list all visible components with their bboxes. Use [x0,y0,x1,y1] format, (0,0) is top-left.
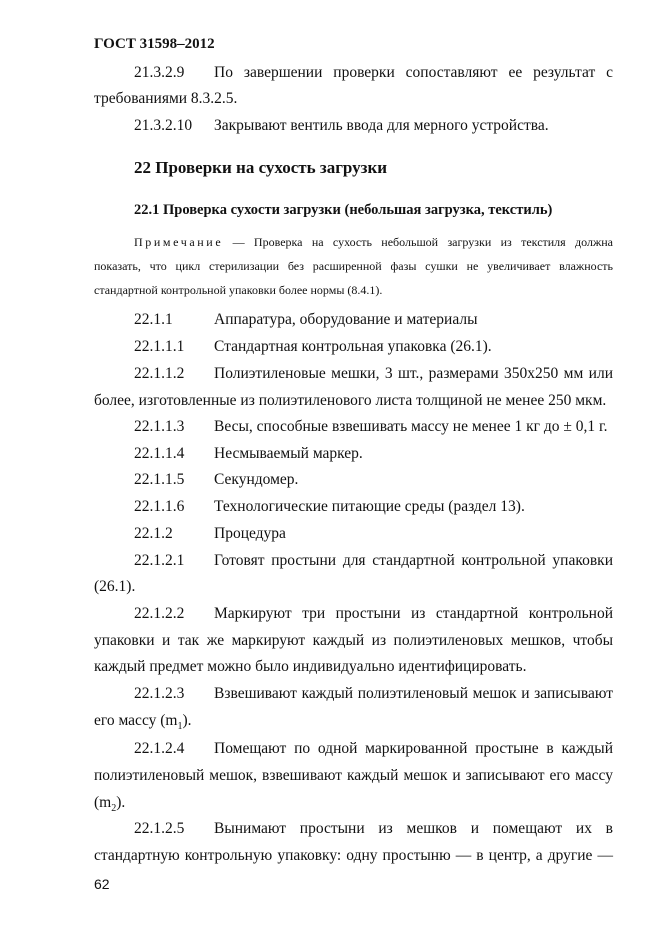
clause-number: 22.1.1.4 [134,445,185,462]
note-line-2: показать, что цикл стерилизации без расширенной фазы сушки не увеличивает влажность [94,259,613,273]
clause-22-1-1-5 [94,471,613,489]
clause-number: 22.1.1.6 [134,498,185,515]
clause-text: Маркируют три простыни из стандартной контрольной [214,605,613,622]
text-fragment: ). [116,794,126,811]
clause-number: 22.1.1.2 [134,365,185,382]
clause-22-1-2-3 [94,685,613,703]
clause-text: Секундомер. [214,471,299,488]
clause-text: Стандартная контрольная упаковка (26.1). [214,338,492,355]
clause-text: По завершении проверки сопоставляют ее результат с [214,64,613,81]
paragraph-continuation: упаковки и так же маркируют каждый из полиэтиленовых мешков, чтобы [94,632,613,649]
paragraph-continuation: каждый предмет можно было индивидуально идентифицировать. [94,658,527,675]
paragraph-continuation: более, изготовленные из полиэтиленового листа толщиной не менее 250 мкм. [94,392,607,409]
clause-22-1-1-6 [94,498,613,516]
subscript: 1 [177,721,183,733]
clause-22-1-1 [94,311,613,329]
clause-number: 22.1.2 [134,525,173,542]
paragraph-21-3-2-10 [94,117,613,135]
clause-number: 21.3.2.10 [134,117,193,134]
clause-number: 22.1.1.1 [134,338,185,355]
note-label: Примечание [134,235,224,249]
paragraph-continuation [94,794,613,818]
clause-22-1-2 [94,525,613,543]
clause-number: 22.1.2.3 [134,685,185,702]
clause-22-1-2-5 [94,820,613,838]
paragraph-continuation: требованиями 8.3.2.5. [94,90,238,107]
clause-text: Полиэтиленовые мешки, 3 шт., размерами 350х250 мм или [214,365,613,382]
clause-number: 22.1.2.1 [134,552,185,569]
clause-text: Технологические питающие среды (раздел 13). [214,498,525,515]
clause-22-1-2-2 [94,605,613,623]
clause-text: Процедура [214,525,286,542]
clause-22-1-1-2 [94,365,613,383]
note-line-1 [94,234,613,250]
section-heading: 22 Проверки на сухость загрузки [134,158,388,177]
clause-number: 21.3.2.9 [134,64,185,81]
document-header: ГОСТ 31598–2012 [94,36,215,52]
clause-text: Готовят простыни для стандартной контрольной упаковки [214,552,613,569]
text-fragment: его массу (m [94,712,178,729]
clause-number: 22.1.2.5 [134,820,185,837]
clause-22-1-2-1 [94,552,613,570]
page-number: 62 [94,876,110,892]
text-fragment: ). [182,712,192,729]
clause-number: 22.1.1 [134,311,173,328]
subscript: 2 [111,803,117,815]
clause-number: 22.1.2.2 [134,605,185,622]
clause-22-1-1-1 [94,338,613,356]
clause-text: Несмываемый маркер. [214,445,363,462]
clause-number: 22.1.1.3 [134,418,185,435]
clause-22-1-1-3 [94,418,613,436]
paragraph-continuation [94,712,613,736]
clause-text: Аппаратура, оборудование и материалы [214,311,478,328]
clause-text: Взвешивают каждый полиэтиленовый мешок и записывают [214,685,613,702]
clause-text: Закрывают вентиль ввода для мерного устройства. [214,117,549,134]
clause-22-1-2-4 [94,740,613,758]
note-text: — Проверка на сухость небольшой загрузки из текстиля должна [232,235,614,249]
clause-number: 22.1.2.4 [134,740,185,757]
paragraph-continuation: (26.1). [94,578,136,595]
note-line-3: стандартной контрольной упаковки более нормы (8.4.1). [94,283,383,297]
paragraph-21-3-2-9 [94,64,613,82]
note-block [94,234,613,298]
subsection-heading: 22.1 Проверка сухости загрузки (небольшая загрузка, текстиль) [134,202,553,218]
clause-22-1-1-4 [94,445,613,463]
clause-text: Весы, способные взвешивать массу не менее 1 кг до ± 0,1 г. [214,418,608,435]
clause-text: Помещают по одной маркированной простыне в каждый [214,740,613,757]
clause-text: Вынимают простыни из мешков и помещают их в [214,820,613,837]
paragraph-continuation: полиэтиленовый мешок, взвешивают каждый мешок и записывают его массу [94,767,613,784]
clause-number: 22.1.1.5 [134,471,185,488]
paragraph-continuation: стандартную контрольную упаковку: одну простыню — в центр, а другие — [94,847,613,864]
text-fragment: (m [94,794,112,811]
